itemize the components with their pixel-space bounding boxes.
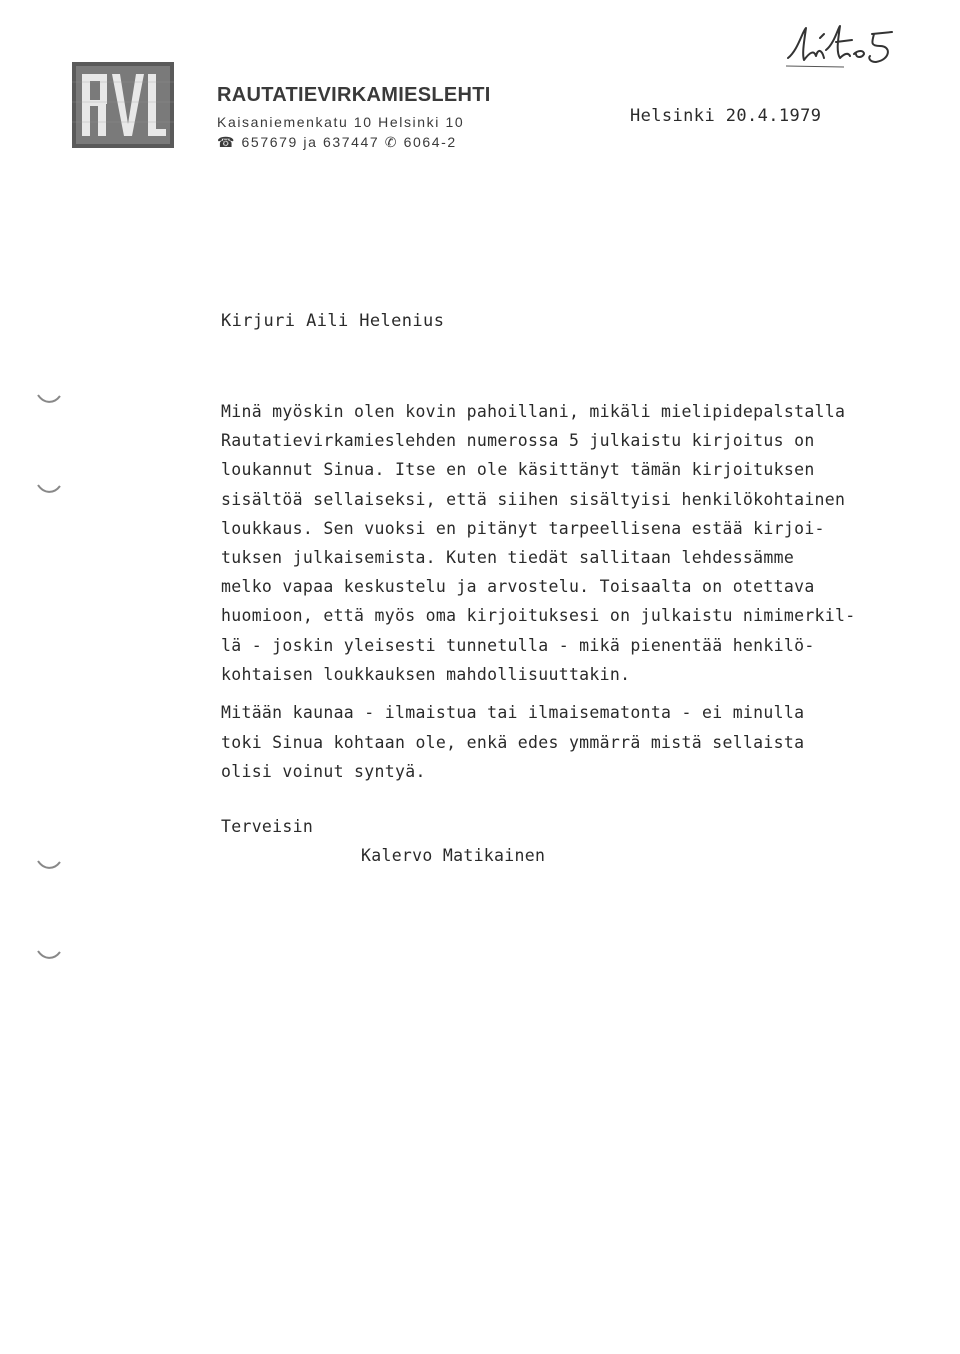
text-line: kohtaisen loukkauksen mahdollisuuttakin. [221, 664, 631, 684]
telex-number: 6064-2 [403, 134, 457, 150]
text-line: olisi voinut syntyä. [221, 762, 426, 781]
text-line: huomioon, että myös oma kirjoituksesi on julkaistu nimimerkil- [221, 606, 856, 626]
text-line: loukannut Sinua. Itse en ole käsittänyt tämän kirjoituksen [221, 460, 815, 480]
punch-hole-mark [36, 482, 62, 496]
text-line: loukkaus. Sen vuoksi en pitänyt tarpeellisena estää kirjoi- [221, 518, 825, 538]
text-line: lä - joskin yleisesti tunnetulla - mikä pienentää henkilö- [221, 635, 815, 655]
publication-name: RAUTATIEVIRKAMIESLEHTI [217, 84, 491, 106]
text-line: Minä myöskin olen kovin pahoillani, mikäli mielipidepalstalla [221, 402, 846, 421]
paragraph-1 [221, 397, 856, 689]
phone-numbers: 657679 ja 637447 [241, 134, 380, 150]
text-line: toki Sinua kohtaan ole, enkä edes ymmärrä mistä sellaista [221, 732, 805, 752]
rvl-logo [72, 62, 174, 148]
paragraph-2 [221, 698, 804, 787]
publication-address: Kaisaniemenkatu 10 Helsinki 10 [217, 114, 465, 130]
text-line: Mitään kaunaa - ilmaistua tai ilmaisematonta - ei minulla [221, 703, 805, 722]
signature-name: Kalervo Matikainen [361, 846, 546, 865]
publication-phone-line [217, 134, 457, 151]
text-line: Rautatievirkamieslehden numerossa 5 julkaistu kirjoitus on [221, 431, 815, 451]
text-line: melko vapaa keskustelu ja arvostelu. Toisaalta on otettava [221, 577, 815, 597]
text-line: sisältöä sellaiseksi, että siihen sisältyisi henkilökohtainen [221, 489, 846, 509]
punch-hole-mark [36, 948, 62, 962]
letter-date: Helsinki 20.4.1979 [630, 106, 822, 126]
closing-greeting: Terveisin [221, 817, 314, 836]
text-line: tuksen julkaisemista. Kuten tiedät sallitaan lehdessämme [221, 547, 795, 567]
telex-icon: ✆ [384, 134, 399, 150]
recipient: Kirjuri Aili Helenius [221, 311, 445, 331]
handwritten-annotation [784, 20, 914, 70]
punch-hole-mark [36, 392, 62, 406]
punch-hole-mark [36, 858, 62, 872]
phone-icon: ☎ [217, 134, 237, 150]
